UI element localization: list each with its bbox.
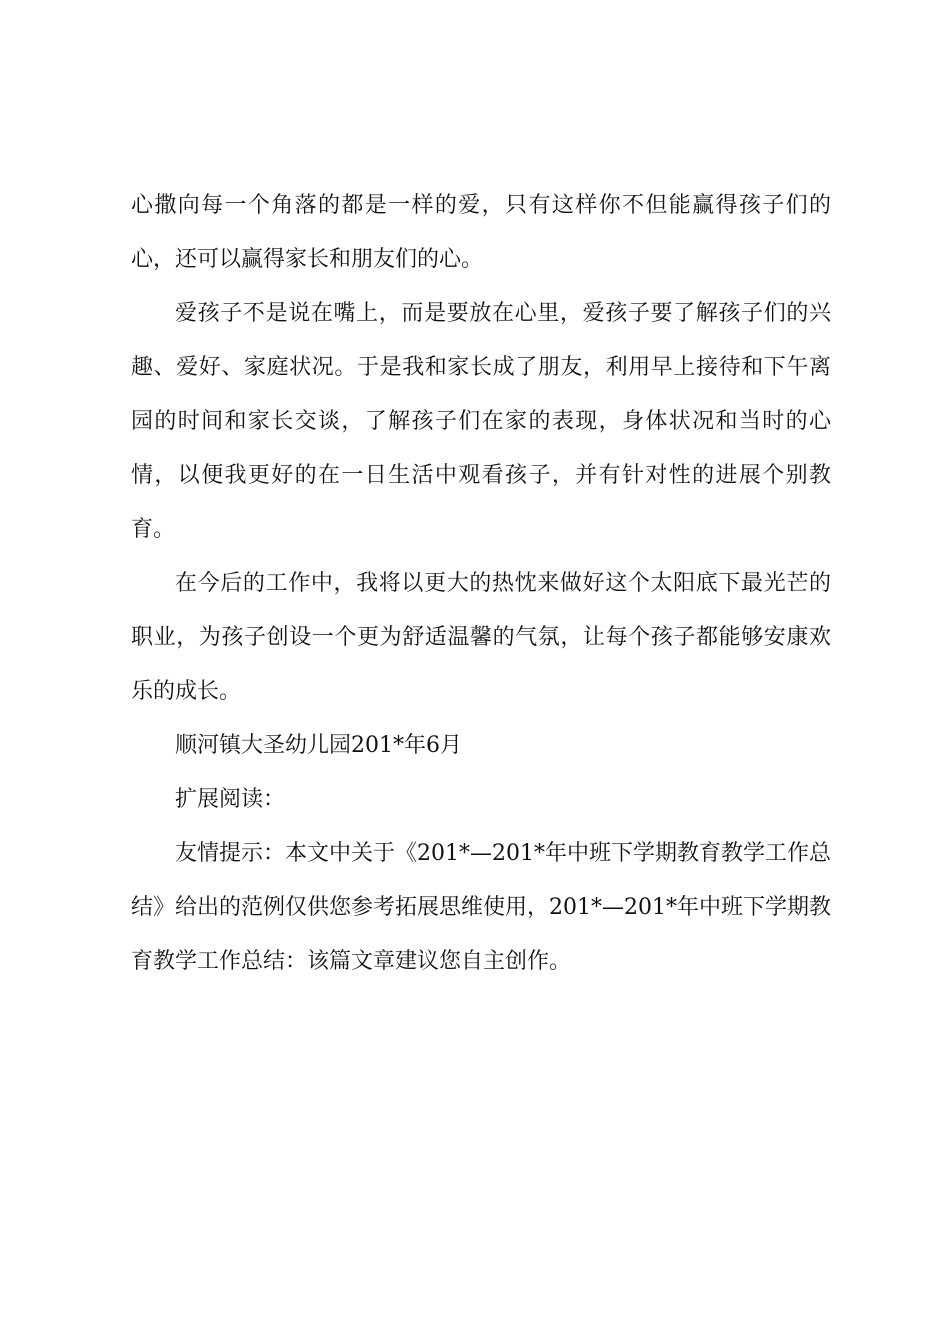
paragraph-line: 职业，为孩子创设一个更为舒适温馨的气氛，让每个孩子都能够安康欢 <box>131 625 831 650</box>
paragraph-line: 趣、爱好、家庭状况。于是我和家长成了朋友，利用早上接待和下午离 <box>131 355 831 380</box>
notice-line: 育教学工作总结：该篇文章建议您自主创作。 <box>131 949 572 974</box>
paragraph-line: 爱孩子不是说在嘴上，而是要放在心里，爱孩子要了解孩子们的兴 <box>175 301 831 326</box>
document-body <box>131 187 831 997</box>
paragraph-line: 育。 <box>131 517 176 542</box>
signature-line: 顺河镇大圣幼儿园201*年6月 <box>175 733 462 758</box>
paragraph-line: 心，还可以赢得家长和朋友们的心。 <box>131 247 484 272</box>
paragraph-line: 在今后的工作中，我将以更大的热忱来做好这个太阳底下最光芒的 <box>175 571 831 596</box>
extended-reading-heading: 扩展阅读： <box>175 787 286 812</box>
notice-line: 友情提示：本文中关于《201*—201*年中班下学期教育教学工作总 <box>175 841 831 866</box>
notice-line: 结》给出的范例仅供您参考拓展思维使用，201*—201*年中班下学期教 <box>131 895 831 920</box>
paragraph-line: 心撒向每一个角落的都是一样的爱，只有这样你不但能赢得孩子们的 <box>131 193 831 218</box>
paragraph-line: 园的时间和家长交谈，了解孩子们在家的表现，身体状况和当时的心 <box>131 409 831 434</box>
paragraph-line: 乐的成长。 <box>131 679 242 704</box>
paragraph-line: 情，以便我更好的在一日生活中观看孩子，并有针对性的进展个别教 <box>131 463 831 488</box>
